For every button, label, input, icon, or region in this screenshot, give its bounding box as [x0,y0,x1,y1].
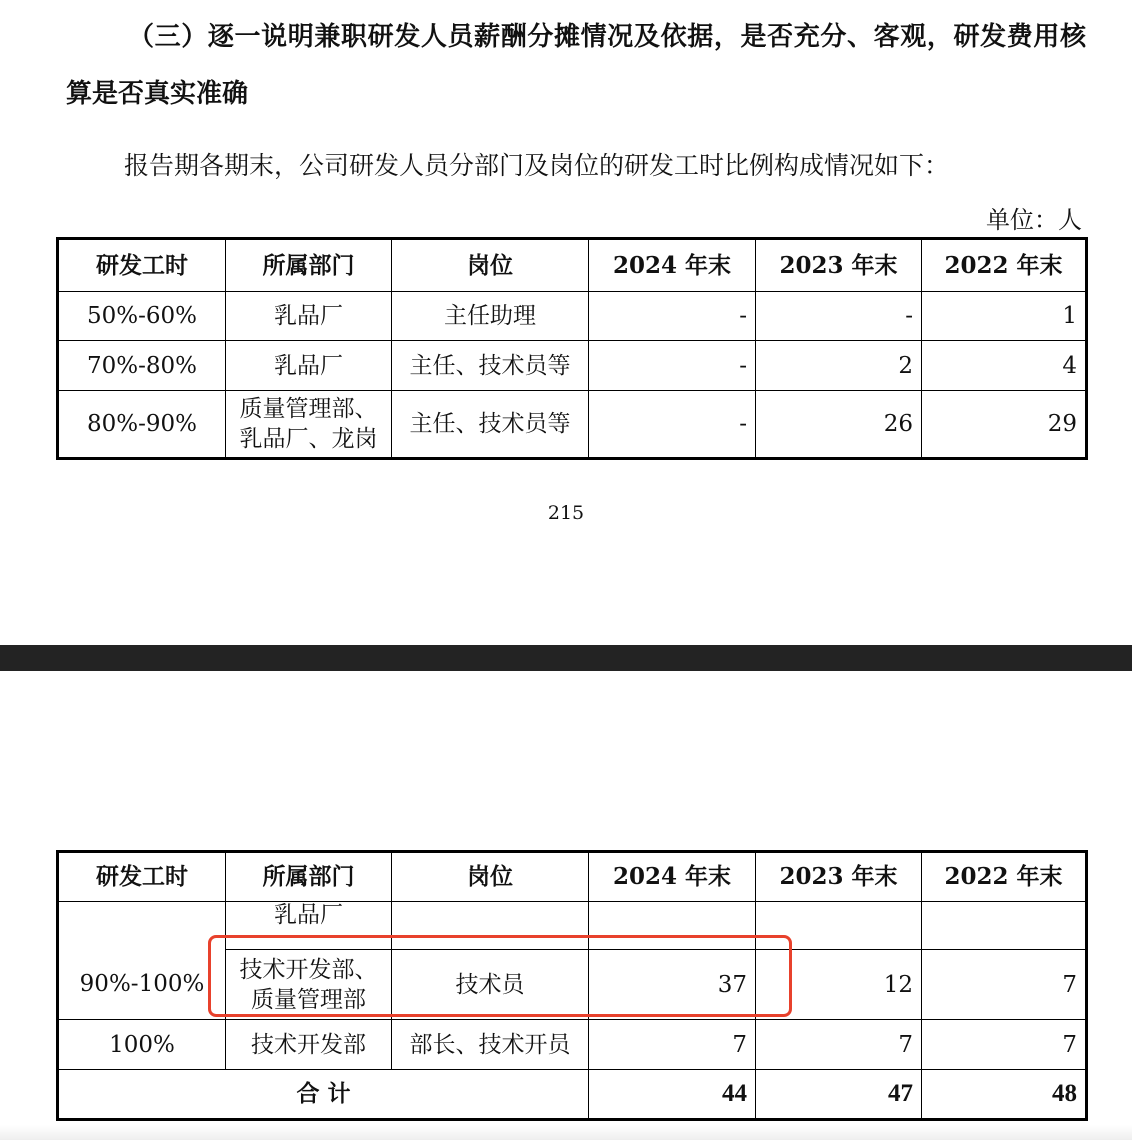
cell-post: 主任助理 [392,292,589,341]
cell-post: 主任、技术员等 [392,341,589,391]
cell-hours [58,902,226,950]
table-row [58,292,1087,341]
table-header-row [58,852,1087,902]
header-2022: 2022 年末 [922,239,1087,292]
cell-hours: 70%-80% [58,341,226,391]
cell-hours: 100% [58,1020,226,1070]
header-dept: 所属部门 [226,239,392,292]
section-heading: （三）逐一说明兼职研发人员薪酬分摊情况及依据，是否充分、客观，研发费用核算是否真实准确 [66,22,1086,109]
cell-hours: 80%-90% [58,391,226,459]
unit-label: 单位：人 [986,206,1082,234]
cell-2024: - [589,292,756,341]
header-2024: 2024 年末 [589,239,756,292]
cell-2023: 12 [756,950,922,1020]
cell-2022: 29 [922,391,1087,459]
cell-2023: 2 [756,341,922,391]
cell-2024: 37 [589,950,756,1020]
total-2023: 47 [756,1070,922,1120]
cell-dept: 乳品厂 [226,341,392,391]
cell-dept: 质量管理部、乳品厂、龙岗 [226,391,392,459]
total-label: 合 计 [58,1070,589,1120]
header-hours: 研发工时 [58,239,226,292]
intro-paragraph: 报告期各期末，公司研发人员分部门及岗位的研发工时比例构成情况如下： [124,151,950,180]
cell-2023: - [756,292,922,341]
cell-2022: 1 [922,292,1087,341]
cell-2022: 7 [922,1020,1087,1070]
cell-2022 [922,902,1087,950]
page-bottom-edge [0,1125,1132,1140]
cell-dept: 乳品厂 [226,292,392,341]
cell-hours: 90%-100% [58,950,226,1020]
table-row [58,391,1087,459]
cell-hours: 50%-60% [58,292,226,341]
highlight-box [208,935,792,1017]
header-post: 岗位 [392,852,589,902]
cell-2024: - [589,391,756,459]
cell-2023: 7 [756,1020,922,1070]
table-header-row [58,239,1087,292]
cell-dept: 技术开发部、质量管理部 [226,950,392,1020]
cell-2022: 7 [922,950,1087,1020]
header-post: 岗位 [392,239,589,292]
cell-post: 部长、技术开员 [392,1020,589,1070]
cell-2024: - [589,341,756,391]
table-row [58,1020,1087,1070]
cell-post: 技术员 [392,950,589,1020]
header-2022: 2022 年末 [922,852,1087,902]
page-separator [0,645,1132,671]
cell-2023: 26 [756,391,922,459]
header-2023: 2023 年末 [756,239,922,292]
header-2024: 2024 年末 [589,852,756,902]
total-2022: 48 [922,1070,1087,1120]
header-hours: 研发工时 [58,852,226,902]
cell-2022: 4 [922,341,1087,391]
table-total-row [58,1070,1087,1120]
header-dept: 所属部门 [226,852,392,902]
cell-dept: 技术开发部 [226,1020,392,1070]
cell-post: 主任、技术员等 [392,391,589,459]
rd-hours-table-part1 [56,237,1088,460]
table-row [58,341,1087,391]
total-2024: 44 [589,1070,756,1120]
cell-dept: 乳品厂 [226,902,392,950]
page-number: 215 [547,502,585,524]
header-2023: 2023 年末 [756,852,922,902]
cell-2024: 7 [589,1020,756,1070]
